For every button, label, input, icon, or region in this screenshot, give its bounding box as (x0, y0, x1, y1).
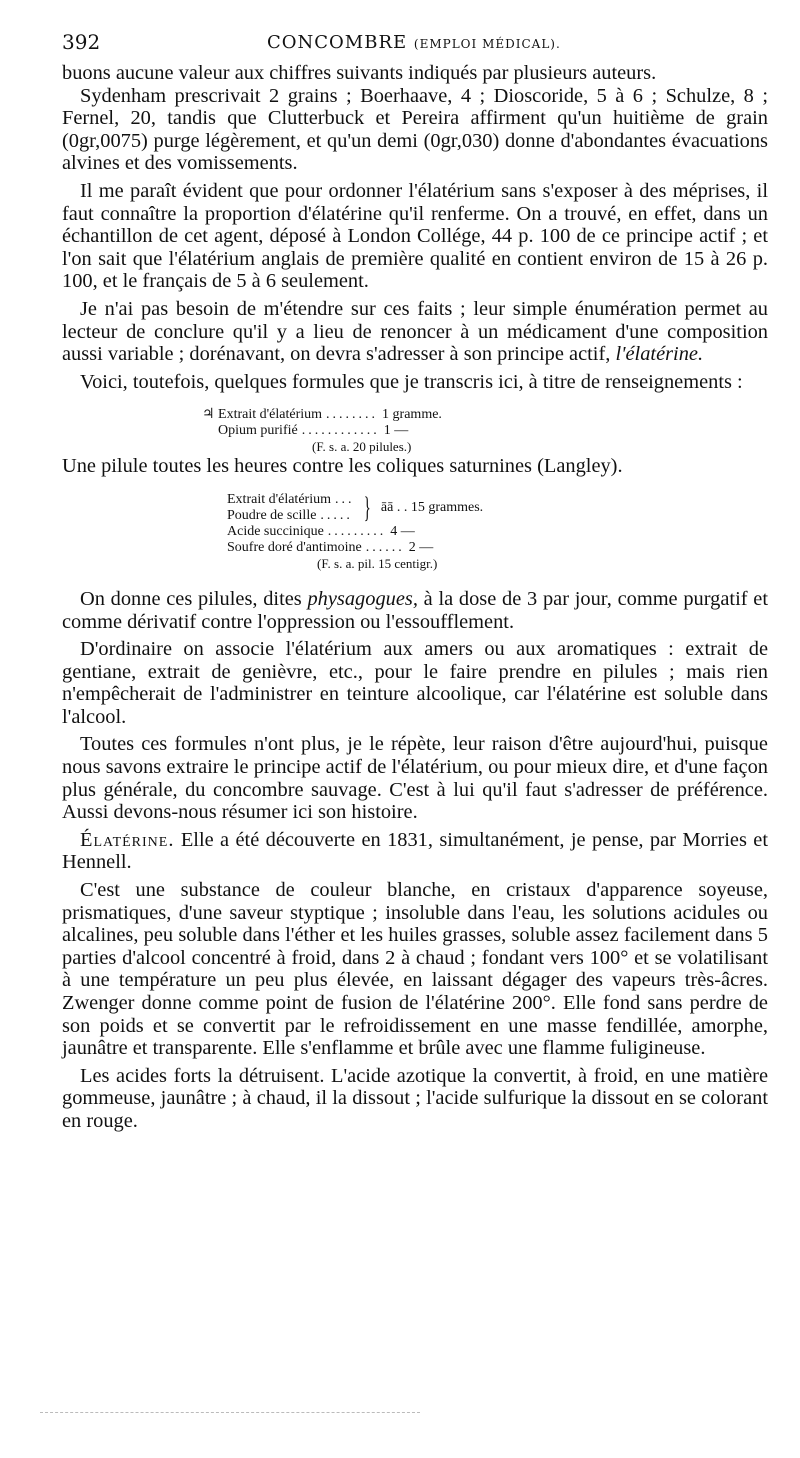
leader-dots: ..... (320, 507, 353, 523)
paragraph-8: D'ordinaire on associe l'élatérium aux amers ou aux aromatiques : extrait de gentiane, extrait de genièvre, etc., pour le faire prendre en pilules ; mais rien n'empêcherait de l'administrer en teinture alcoolique, car l'élatérine est soluble dans l'alcool. (62, 638, 768, 728)
brace-glyph: } (364, 490, 372, 524)
formula-2-row (227, 508, 358, 524)
paragraph-10 (62, 829, 768, 874)
page-body (62, 62, 768, 1133)
paragraph-7-text-b: à la dose de 3 par jour, comme purgatif et comme dérivatif contre l'oppression ou l'essoufflement. (62, 587, 768, 633)
formula-2-note: (F. s. a. pil. 15 centigr.) (317, 555, 438, 571)
paragraph-7 (62, 588, 768, 633)
paragraph-1: buons aucune valeur aux chiffres suivants indiqués par plusieurs auteurs. (62, 62, 657, 84)
formula-2-brace-group (227, 492, 768, 524)
ingredient-quantity: 1 gramme. (382, 407, 442, 423)
ingredient-name: Opium purifié (218, 423, 298, 439)
shared-quantity: āā . . 15 grammes. (380, 499, 484, 515)
leader-dots: ......... (327, 523, 387, 539)
paragraph-6: Une pilule toutes les heures contre les coliques saturnines (Langley). (62, 455, 623, 478)
paragraph-12: Les acides forts la détruisent. L'acide azotique la convertit, à froid, en une matière gommeuse, jaunâtre ; à chaud, il la dissout ; l'acide sulfurique la dissout en se colorant en rouge. (62, 1064, 768, 1132)
leader-dots: ...... (365, 539, 405, 555)
running-title-main: CONCOMBRE (267, 32, 408, 53)
ingredient-name: Extrait d'élatérium (227, 491, 331, 507)
paragraph-7-text-a: On donne ces pilules, dites (80, 587, 302, 610)
formula-2-row (227, 540, 768, 556)
running-subtitle: (EMPLOI MÉDICAL). (413, 37, 561, 51)
formula-1-row (202, 423, 768, 439)
paragraph-4 (62, 298, 768, 366)
leader-dots: ............ (301, 423, 380, 439)
formula-2-row (227, 524, 768, 540)
ingredient-name: Acide succinique (227, 523, 324, 539)
ingredient-name: ♃ Extrait d'élatérium (202, 407, 323, 423)
paragraph-9: Toutes ces formules n'ont plus, je le répète, leur raison d'être aujourd'hui, puisque nous savons extraire le principe actif de l'élatérium, ou pour mieux dire, et d'une façon plus générale, du concombre sauvage. C'est à lui qu'il faut s'adresser de préférence. Aussi devons-nous résumer ici son histoire. (62, 733, 768, 824)
page-number: 392 (62, 30, 101, 54)
paragraph-3: Il me paraît évident que pour ordonner l'élatérium sans s'exposer à des méprises, il faut connaître la proportion d'élatérine qu'il renferme. On a trouvé, en effet, dans un échantillon de cet agent, déposé à London Collége, 44 p. 100 de ce principe actif ; et l'on sait que l'élatérium anglais de première qualité en contient environ de 15 à 26 p. 100, et le français de 5 à 6 seulement. (62, 179, 768, 293)
leader-dots: ........ (326, 407, 379, 423)
formula-2 (227, 492, 768, 572)
ingredient-quantity: 4 — (390, 523, 415, 539)
leader-dots: ... (334, 491, 355, 507)
formula-2-row (227, 492, 358, 508)
paragraph-11: C'est une substance de couleur blanche, en cristaux d'apparence soyeuse, prismatiques, d'une saveur styptique ; insoluble dans l'eau, les solutions acidules ou alcalines, peu soluble dans l'éther et les huiles grasses, soluble assez facilement dans 5 parties d'alcool concentré à froid, dans 2 à chaud ; fondant vers 100° et se volatilisant à une température un peu plus élevée, en laissant dégager des vapeurs très-âcres. Zwenger donne comme point de fusion de l'élatérine 200°. Elle fond sans perdre de son poids et se convertit par le refroidissement en une masse fendillée, amorphe, jaunâtre et transparente. Elle s'enflamme et brûle avec une flamme fuligineuse. (62, 879, 768, 1060)
paragraph-4-text: Je n'ai pas besoin de m'étendre sur ces faits ; leur simple énumération permet au lecteur de conclure qu'il y a lieu de renoncer à un médicament d'une composition aussi variable ; dorénavant, on devra s'adresser à son principe actif, (62, 297, 768, 366)
formula-1 (202, 407, 768, 455)
paragraph-7-italic: physagogues, (307, 587, 418, 610)
footer-rule (40, 1412, 420, 1417)
section-heading: Élatérine. (80, 828, 175, 851)
ingredient-quantity: 2 — (408, 539, 434, 555)
paragraph-4-italic: l'élatérine. (615, 343, 704, 366)
page-header (62, 30, 774, 60)
running-title (267, 32, 561, 53)
ingredient-name: Poudre de scille (227, 507, 317, 523)
ingredient-name: Soufre doré d'antimoine (227, 539, 362, 555)
paragraph-10-text: Elle a été découverte en 1831, simultanément, je pense, par Morries et Hennell. (62, 828, 768, 874)
paragraph-5: Voici, toutefois, quelques formules que je transcris ici, à titre de renseignements : (80, 370, 743, 393)
formula-1-note: (F. s. a. 20 pilules.) (312, 439, 412, 455)
paragraph-2: Sydenham prescrivait 2 grains ; Boerhaave, 4 ; Dioscoride, 5 à 6 ; Schulze, 8 ; Fernel, 20, tandis que Clutterbuck et Pereira affirment qu'un huitième de grain (0gr,0075) purge légèrement, et qu'un demi (0gr,030) donne d'abondantes évacuations alvines et des vomissements. (62, 84, 768, 175)
ingredient-quantity: 1 — (383, 423, 409, 439)
formula-1-row (202, 407, 768, 423)
